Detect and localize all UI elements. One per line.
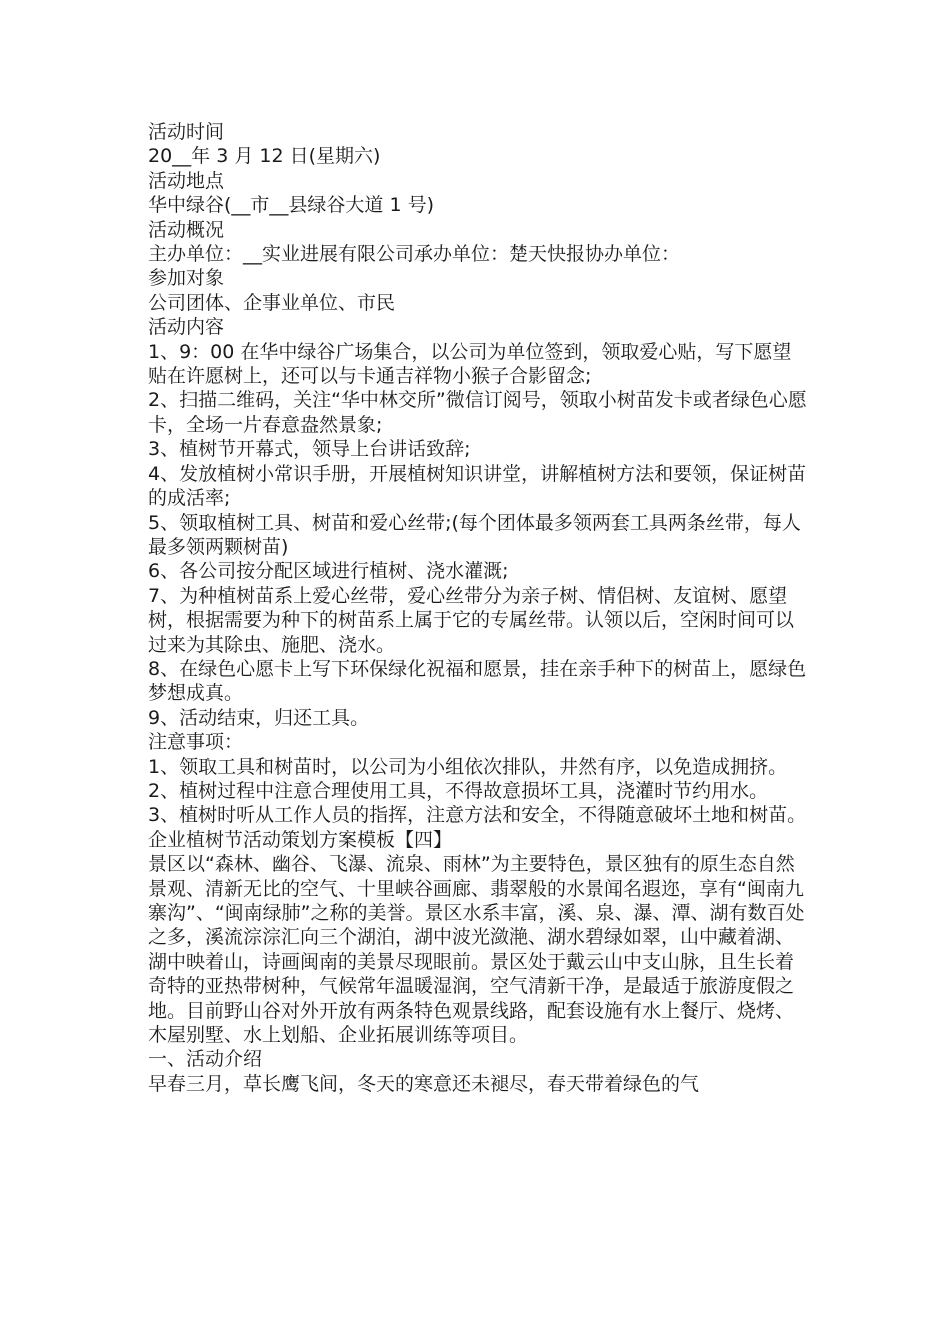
content-item-3: 3、植树节开幕式，领导上台讲话致辞; (148, 438, 471, 461)
section-title-plan-4: 企业植树节活动策划方案模板【四】 (148, 828, 453, 851)
content-item-4: 4、发放植树小常识手册，开展植树知识讲堂，讲解植树方法和要领，保证树苗的成活率; (148, 462, 807, 510)
content-item-5: 5、领取植树工具、树苗和爱心丝带;(每个团体最多领两套工具两条丝带，每人最多领两颗树苗) (148, 511, 801, 558)
document-body (148, 120, 808, 1096)
note-item-3: 3、植树时听从工作人员的指挥，注意方法和安全，不得随意破坏土地和树苗。 (148, 804, 807, 827)
activity-location: 华中绿谷(__市__县绿谷大道 1 号) (148, 194, 434, 217)
heading-activity-location: 活动地点 (148, 169, 225, 192)
heading-activity-intro: 一、活动介绍 (148, 1048, 263, 1071)
heading-participants: 参加对象 (148, 267, 225, 290)
heading-activity-time: 活动时间 (148, 121, 225, 143)
content-item-1: 1、9：00 在华中绿谷广场集合，以公司为单位签到，领取爱心贴，写下愿望贴在许愿树上，还可以与卡通吉祥物小猴子合影留念; (148, 340, 792, 388)
content-item-7: 7、为种植树苗系上爱心丝带，爱心丝带分为亲子树、情侣树、友谊树、愿望树，根据需要为种下的树苗系上属于它的专属丝带。认领以后，空闲时间可以过来为其除虫、施肥、浇水。 (148, 584, 795, 656)
content-item-8: 8、在绿色心愿卡上写下环保绿化祝福和愿景，挂在亲手种下的树苗上，愿绿色梦想成真。 (148, 657, 807, 705)
content-item-9: 9、活动结束，归还工具。 (148, 706, 370, 729)
heading-activity-content: 活动内容 (148, 316, 225, 339)
content-item-2: 2、扫描二维码，关注“华中林交所”微信订阅号，领取小树苗发卡或者绿色心愿卡，全场一片春意盎然景象; (148, 389, 807, 436)
content-item-6: 6、各公司按分配区域进行植树、浇水灌溉; (148, 560, 509, 583)
activity-date: 20__年 3 月 12 日(星期六) (148, 145, 381, 168)
participants: 公司团体、企事业单位、市民 (148, 291, 396, 314)
heading-activity-overview: 活动概况 (148, 218, 225, 241)
heading-notes: 注意事项： (148, 731, 244, 754)
note-item-2: 2、植树过程中注意合理使用工具，不得故意损坏工具，浇灌时节约用水。 (148, 779, 769, 802)
note-item-1: 1、领取工具和树苗时，以公司为小组依次排队，井然有序，以免造成拥挤。 (148, 755, 788, 778)
activity-intro-text: 早春三月，草长鹰飞间，冬天的寒意还未褪尽，春天带着绿色的气 (148, 1072, 700, 1095)
organizers: 主办单位：__实业进展有限公司承办单位：楚天快报协办单位： (148, 243, 681, 266)
scenic-description: 景区以“森林、幽谷、飞瀑、流泉、雨林”为主要特色，景区独有的原生态自然景观、清新无比的空气、十里峡谷画廊、翡翠般的水景闻名遐迩，享有“闽南九寨沟”、“闽南绿肺”之称的美誉。景区水系丰富，溪、泉、瀑、潭、湖有数百处之多，溪流淙淙汇向三个湖泊，湖中波光潋滟、湖水碧绿如翠，山中藏着湖、湖中映着山，诗画闽南的美景尽现眼前。景区处于戴云山中支山脉，且生长着奇特的亚热带树种，气候常年温暖湿润，空气清新干净，是最适于旅游度假之地。目前野山谷对外开放有两条特色观景线路，配套设施有水上餐厅、烧烤、木屋别墅、水上划船、企业拓展训练等项目。 (148, 853, 805, 1047)
